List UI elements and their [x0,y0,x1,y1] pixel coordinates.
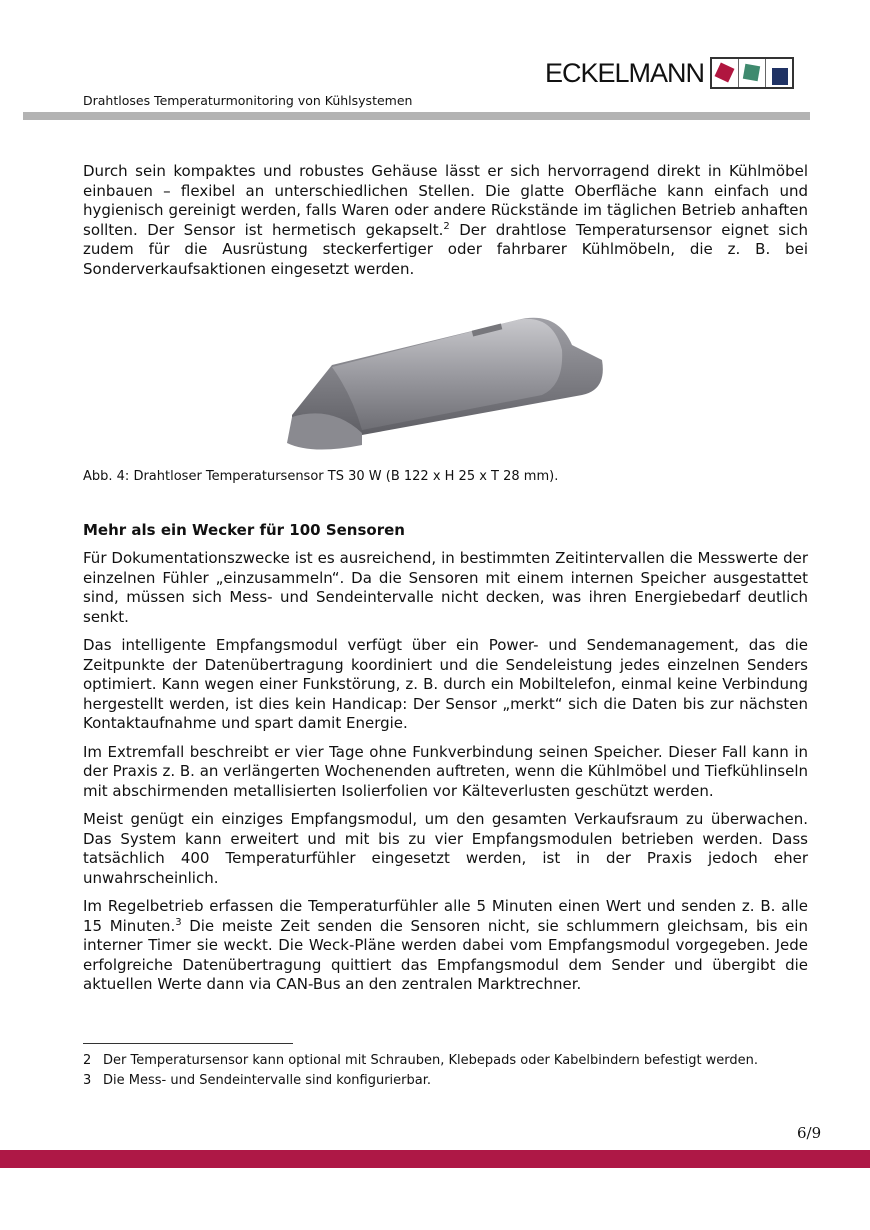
header-title: Drahtloses Temperaturmonitoring von Kühlsystemen [83,93,413,108]
footnote [83,1072,803,1090]
footnote-divider [83,1043,293,1044]
logo-squares [710,57,794,89]
footnote-ref[interactable]: 3 [175,916,182,928]
footnote [83,1052,803,1070]
section-body [83,549,808,1004]
footnote-number: 3 [83,1072,92,1088]
footnote-ref[interactable]: 2 [443,220,450,232]
section-heading: Mehr als ein Wecker für 100 Sensoren [83,521,405,539]
paragraph-text-cont: Die meiste Zeit senden die Sensoren nicht, sie schlummern gleichsam, bis ein interner Timer sie weckt. Die Weck-Pläne werden dabei vom Empfangsmodul vorgegeben. Jede erfolgreiche Datenübertragung quittiert das Empfangsmodul dem Sender und übergibt die aktuellen Werte dann via CAN-Bus an den zentralen Marktrechner. [83,916,808,993]
paragraph: Für Dokumentationszwecke ist es ausreichend, in bestimmten Zeitintervallen die Messwerte der einzelnen Fühler „einzusammeln“. Da die Sensoren mit einem internen Speicher ausgestattet sind, müssen sich Mess- und Sendeintervalle nicht decken, was ihren Energiebedarf deutlich senkt. [83,549,808,626]
paragraph [83,897,808,995]
paragraph: Im Extremfall beschreibt er vier Tage ohne Funkverbindung seinen Speicher. Dieser Fall kann in der Praxis z. B. an verlängerten Wochenenden auftreten, wenn die Kühlmöbel und Tiefkühlinseln mit abschirmenden metallisierten Isolierfolien vor Kälteverlusten geschützt werden. [83,742,808,800]
figure-caption: Abb. 4: Drahtloser Temperatursensor TS 30 W (B 122 x H 25 x T 28 mm). [83,469,559,484]
footnote-text: Die Mess- und Sendeintervalle sind konfigurierbar. [103,1072,431,1088]
paragraph-text: Im Regelbetrieb erfassen die Temperaturfühler alle 5 Minuten einen Wert und senden z. B. alle 15 Minuten. [83,897,808,935]
header-rule [23,112,810,120]
page-number: 6/9 [797,1124,822,1142]
paragraph: Das intelligente Empfangsmodul verfügt über ein Power- und Sendemanagement, das die Zeitpunkte der Datenübertragung koordiniert und die Sendeleistung jedes einzelnen Senders optimiert. Kann wegen einer Funkstörung, z. B. durch ein Mobiltelefon, einmal keine Verbindung hergestellt werden, ist dies kein Handicap: Der Sensor „merkt“ sich die Daten bis zur nächsten Kontaktaufnahme und spart damit Energie. [83,636,808,732]
footnotes [83,1052,803,1091]
intro-paragraph [83,162,808,288]
footnote-number: 2 [83,1053,92,1068]
logo-text: ECKELMANN [545,58,705,88]
sensor-image [272,305,622,460]
intro-text-cont: Der drahtlose Temperatursensor eignet sich zudem für die Ausrüstung steckerfertiger oder fahrbarer Kühlmöbeln, die z. B. bei Sonderverkaufsaktionen eingesetzt werden. [83,220,809,278]
paragraph: Meist genügt ein einziges Empfangsmodul, um den gesamten Verkaufsraum zu überwachen. Das System kann erweitert und mit bis zu vier Empfangsmodulen betrieben werden. Dass tatsächlich 400 Temperaturfühler eingesetzt werden, ist in der Praxis jedoch eher unwahrscheinlich. [83,810,808,887]
intro-text: Durch sein kompaktes und robustes Gehäuse lässt er sich hervorragend direkt in Kühlmöbel einbauen – flexibel an unterschiedlichen Stellen. Die glatte Oberfläche kann einfach und hygienisch gereinigt werden, falls Waren oder andere Rückstände im täglichen Betrieb anhaften sollten. Der Sensor ist hermetisch gekapselt. [83,162,808,239]
eckelmann-logo [545,57,794,89]
footer-bar [0,1150,870,1168]
footnote-text: Der Temperatursensor kann optional mit Schrauben, Klebepads oder Kabelbindern befestigt werden. [103,1053,759,1068]
